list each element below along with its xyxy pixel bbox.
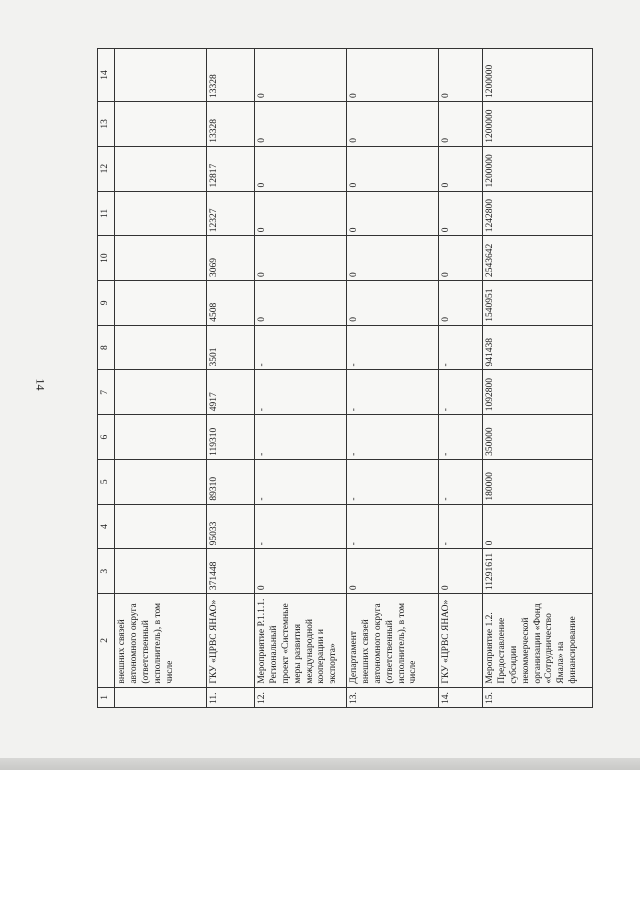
table-cell xyxy=(115,236,207,281)
table-cell: 0 xyxy=(347,549,439,594)
column-header: 8 xyxy=(98,325,115,370)
table-cell: - xyxy=(347,370,439,415)
table-cell: 0 xyxy=(255,102,347,147)
table-cell: 0 xyxy=(255,280,347,325)
table-cell: 0 xyxy=(347,280,439,325)
table-cell: - xyxy=(347,415,439,460)
table-cell: - xyxy=(255,325,347,370)
table-cell: 1200000 xyxy=(483,102,593,147)
table-cell: - xyxy=(255,415,347,460)
table-cell: 0 xyxy=(439,549,483,594)
table-cell: - xyxy=(347,459,439,504)
table-cell: 941438 xyxy=(483,325,593,370)
table-cell: 0 xyxy=(483,504,593,549)
table-cell: 3069 xyxy=(207,236,255,281)
row-description: ГКУ «ЦРВС ЯНАО» xyxy=(207,594,255,688)
row-description: Мероприятие Р.1.1.1. Региональный проект «Системные меры развития международной кооперации и экспорта» xyxy=(255,594,347,688)
table-cell: 15. xyxy=(483,687,593,707)
table-cell: 0 xyxy=(347,102,439,147)
table-cell xyxy=(115,191,207,236)
table-cell: 0 xyxy=(255,191,347,236)
table-cell: 14. xyxy=(439,687,483,707)
table-cell: - xyxy=(347,504,439,549)
table-cell: 12817 xyxy=(207,146,255,191)
table-cell: 1200000 xyxy=(483,49,593,102)
column-header: 10 xyxy=(98,236,115,281)
table-viewport xyxy=(97,48,577,708)
table-cell: 0 xyxy=(347,49,439,102)
table-cell: 13328 xyxy=(207,102,255,147)
table-cell: - xyxy=(439,459,483,504)
table-cell: 0 xyxy=(255,49,347,102)
table-cell: 371448 xyxy=(207,549,255,594)
table-cell: 0 xyxy=(347,191,439,236)
table-cell xyxy=(115,459,207,504)
column-header: 2 xyxy=(98,594,115,688)
table-cell: 0 xyxy=(439,236,483,281)
table-row xyxy=(115,49,207,708)
table-cell: 0 xyxy=(439,102,483,147)
table-cell: - xyxy=(255,370,347,415)
table-row xyxy=(439,49,483,708)
table-cell: 12327 xyxy=(207,191,255,236)
table-cell: 0 xyxy=(255,549,347,594)
table-cell: 0 xyxy=(439,146,483,191)
budget-table xyxy=(97,48,593,708)
table-cell: 180000 xyxy=(483,459,593,504)
row-description: Мероприятие 1.2. Предоставление субсидии некоммерческой организации «Фонд «Сотрудничество Ямала» на финансирование xyxy=(483,594,593,688)
table-cell xyxy=(115,415,207,460)
table-cell: 4917 xyxy=(207,370,255,415)
table-cell xyxy=(115,146,207,191)
table-cell: - xyxy=(347,325,439,370)
row-description: Департамент внешних связей автономного округа (ответственный исполнитель), в том числе xyxy=(347,594,439,688)
table-cell: - xyxy=(255,504,347,549)
table-cell: 1540951 xyxy=(483,280,593,325)
table-cell: 1092800 xyxy=(483,370,593,415)
column-header: 13 xyxy=(98,102,115,147)
table-cell: - xyxy=(439,325,483,370)
table-cell: 0 xyxy=(439,191,483,236)
table-cell: 0 xyxy=(255,146,347,191)
table-cell: 1200000 xyxy=(483,146,593,191)
table-cell xyxy=(115,325,207,370)
table-cell: 13. xyxy=(347,687,439,707)
row-description: ГКУ «ЦРВС ЯНАО» xyxy=(439,594,483,688)
column-header: 7 xyxy=(98,370,115,415)
table-cell: 11. xyxy=(207,687,255,707)
table-cell: 4508 xyxy=(207,280,255,325)
column-header: 14 xyxy=(98,49,115,102)
table-cell xyxy=(115,549,207,594)
column-header: 5 xyxy=(98,459,115,504)
table-row xyxy=(347,49,439,708)
table-cell: 0 xyxy=(255,236,347,281)
table-row xyxy=(483,49,593,708)
column-header: 6 xyxy=(98,415,115,460)
column-header: 9 xyxy=(98,280,115,325)
table-cell: 13328 xyxy=(207,49,255,102)
table-cell xyxy=(115,280,207,325)
table-cell: 119310 xyxy=(207,415,255,460)
column-header: 4 xyxy=(98,504,115,549)
table-cell: 89310 xyxy=(207,459,255,504)
row-description: внешних связей автономного округа (ответственный исполнитель), в том числе xyxy=(115,594,207,688)
header-row xyxy=(98,49,115,708)
table-cell xyxy=(115,687,207,707)
table-cell: 0 xyxy=(439,280,483,325)
table-cell xyxy=(115,370,207,415)
table-cell: - xyxy=(439,370,483,415)
table-cell: - xyxy=(255,459,347,504)
table-cell: 0 xyxy=(347,236,439,281)
table-cell: 3501 xyxy=(207,325,255,370)
page-edge-shadow xyxy=(0,758,640,770)
column-header: 11 xyxy=(98,191,115,236)
table-cell: 0 xyxy=(439,49,483,102)
table-cell xyxy=(115,504,207,549)
table-cell: 1242800 xyxy=(483,191,593,236)
table-cell: 2543642 xyxy=(483,236,593,281)
table-cell: 11291611 xyxy=(483,549,593,594)
table-row xyxy=(255,49,347,708)
column-header: 3 xyxy=(98,549,115,594)
table-cell: 0 xyxy=(347,146,439,191)
table-cell xyxy=(115,49,207,102)
column-header: 1 xyxy=(98,687,115,707)
page-number: 14 xyxy=(33,378,48,391)
table-cell: - xyxy=(439,415,483,460)
table-cell: 12. xyxy=(255,687,347,707)
table-cell: 95033 xyxy=(207,504,255,549)
table-cell: 350000 xyxy=(483,415,593,460)
table-cell: - xyxy=(439,504,483,549)
table-row xyxy=(207,49,255,708)
column-header: 12 xyxy=(98,146,115,191)
table-cell xyxy=(115,102,207,147)
